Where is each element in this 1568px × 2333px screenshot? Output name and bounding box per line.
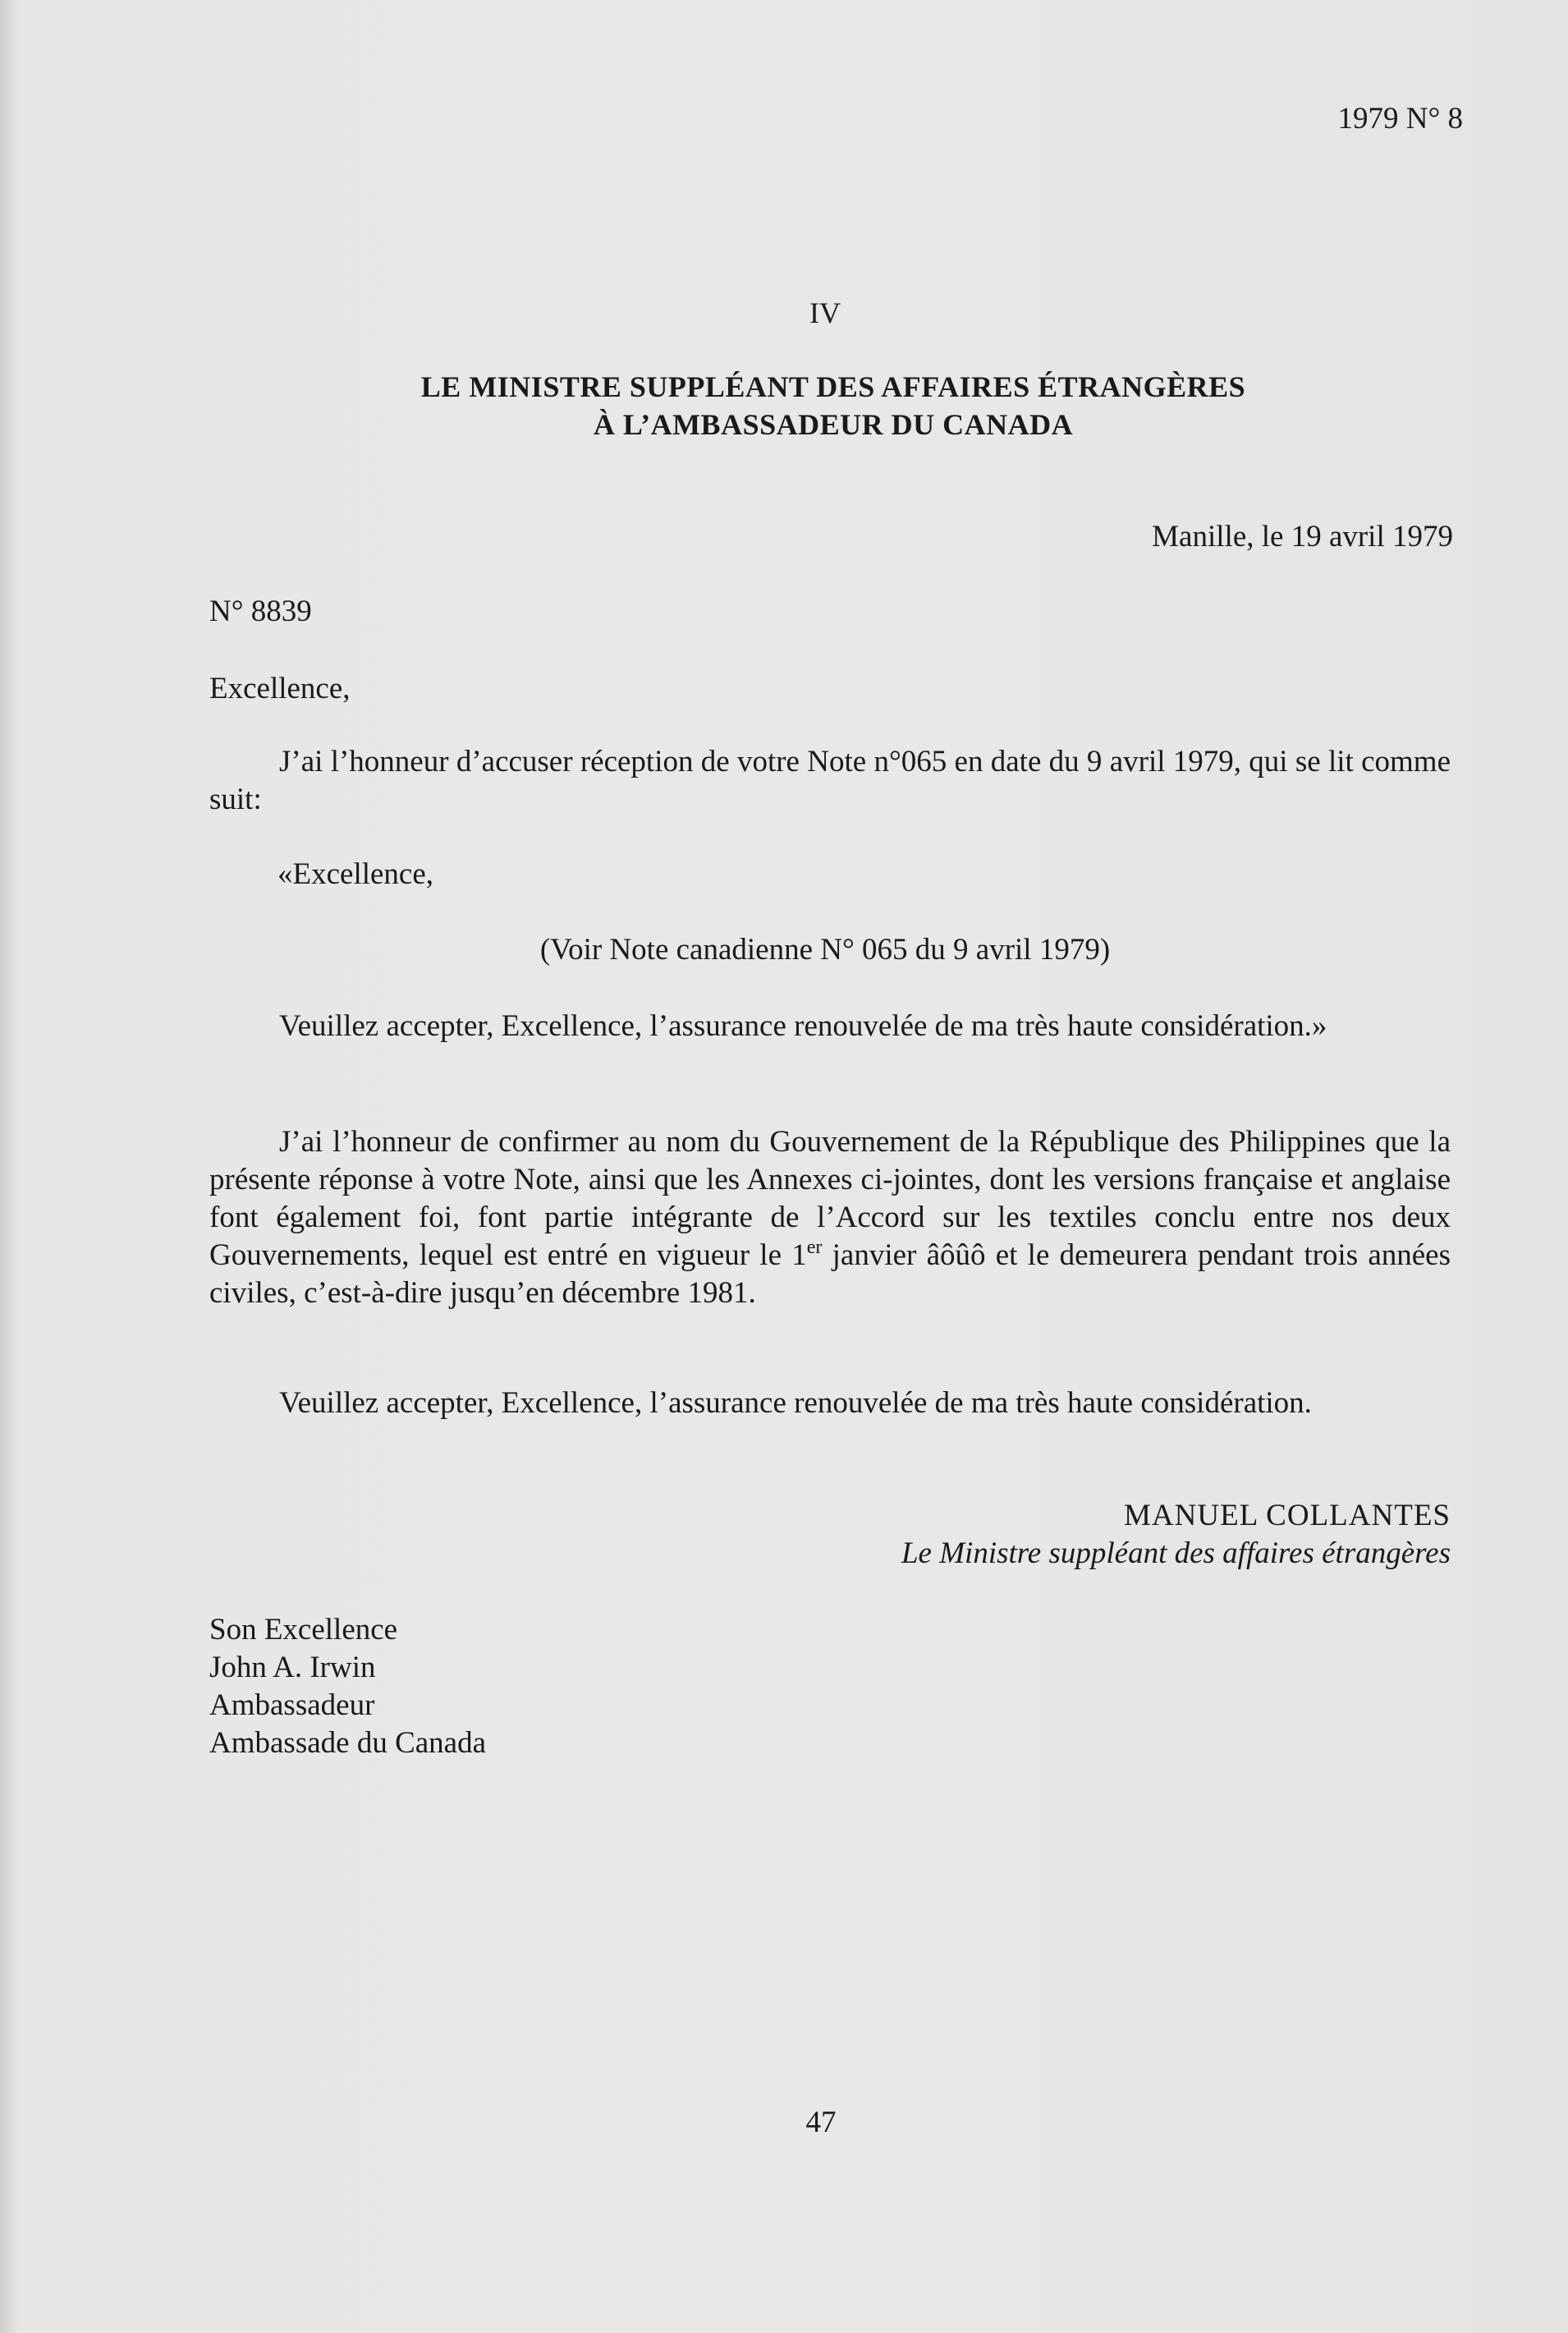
paragraph-3 xyxy=(209,1123,1451,1312)
address-line: Ambassade du Canada xyxy=(209,1726,487,1760)
signatory-title: Le Ministre suppléant des affaires étrangères xyxy=(901,1536,1451,1570)
recipient-address xyxy=(209,1611,486,1762)
reference-number: N° 8839 xyxy=(209,595,312,628)
paragraph-2-text: Veuillez accepter, Excellence, l’assurance renouvelée de ma très haute considération.» xyxy=(279,1009,1327,1043)
page-number: 47 xyxy=(805,2106,837,2139)
binding-edge xyxy=(0,0,15,2333)
paragraph-1-text: J’ai l’honneur d’accuser réception de votre Note n°065 en date du 9 avril 1979, qui se lit comme suit: xyxy=(209,745,1451,816)
quote-opening: «Excellence, xyxy=(277,857,434,891)
title-line-2: À L’AMBASSADEUR DU CANADA xyxy=(593,408,1074,441)
address-line: Son Excellence xyxy=(209,1613,398,1646)
paragraph-4-text: Veuillez accepter, Excellence, l’assurance renouvelée de ma très haute considération. xyxy=(279,1386,1312,1420)
paragraph-3-superscript: er xyxy=(806,1237,823,1258)
paragraph-1 xyxy=(209,743,1451,819)
paragraph-3-text-b: janvier âôûô et le demeurera pendant trois années civiles, c’est-à-dire jusqu’en décembre 1981. xyxy=(209,1238,1451,1310)
dateline: Manille, le 19 avril 1979 xyxy=(1152,520,1453,553)
section-number: IV xyxy=(809,296,841,329)
address-line: John A. Irwin xyxy=(209,1651,376,1684)
document-title xyxy=(0,368,1568,443)
address-line: Ambassadeur xyxy=(209,1688,375,1722)
title-line-1: LE MINISTRE SUPPLÉANT DES AFFAIRES ÉTRANGÈRES xyxy=(420,370,1246,403)
paragraph-2 xyxy=(209,1008,1451,1045)
salutation: Excellence, xyxy=(209,672,351,705)
paragraph-4 xyxy=(209,1385,1451,1422)
paragraph-3-text-a: J’ai l’honneur de confirmer au nom du Gouvernement de la République des Philippines que la présente réponse à votre Note, ainsi que les Annexes ci-jointes, dont les versions française et anglaise font également foi, font partie intégrante de l’Accord sur les textiles conclu entre nos deux Gouvernements, lequel est entré en vigueur le 1 xyxy=(209,1125,1451,1272)
see-note-reference: (Voir Note canadienne N° 065 du 9 avril 1979) xyxy=(539,933,1111,967)
header-year-number: 1979 N° 8 xyxy=(1337,102,1463,135)
signatory-name: MANUEL COLLANTES xyxy=(1124,1499,1451,1532)
